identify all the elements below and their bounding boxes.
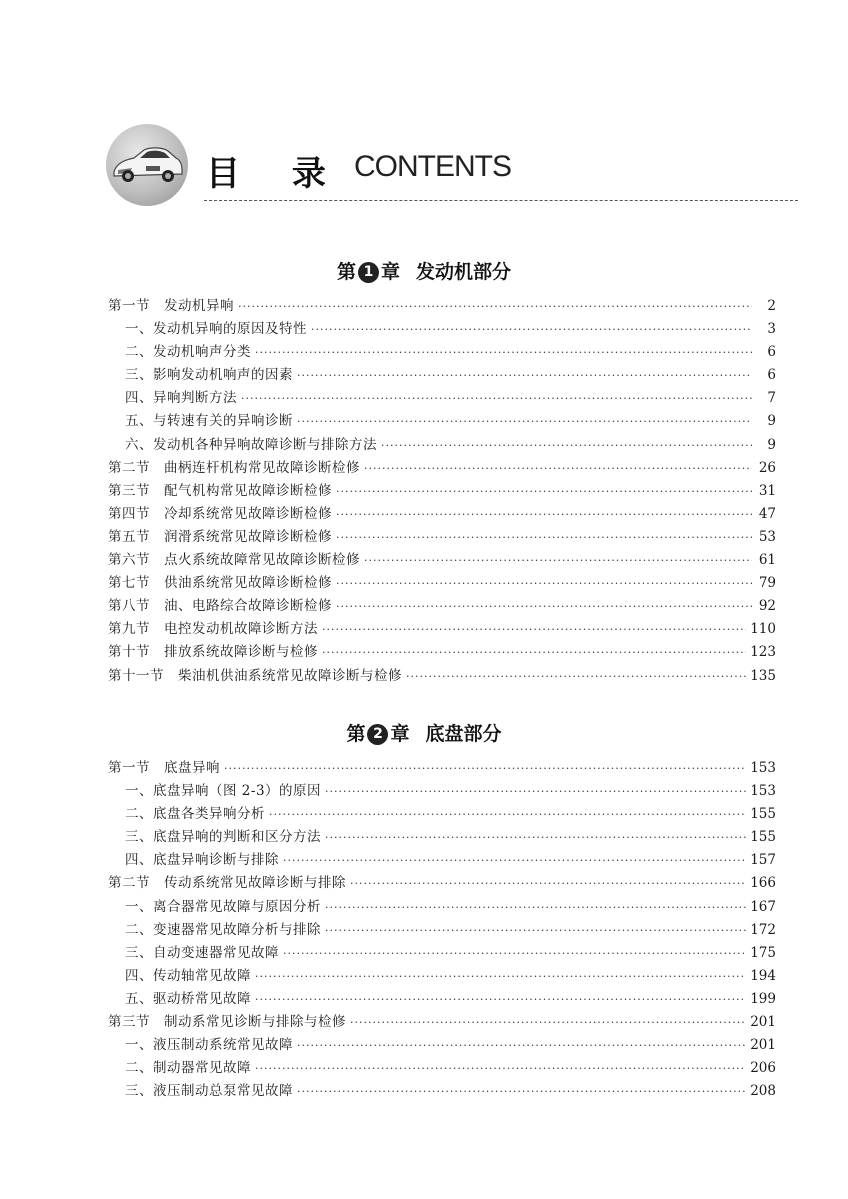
toc-entry-label: 五、与转速有关的异响诊断 xyxy=(125,413,293,430)
toc-entry-label: 第二节 曲柄连杆机构常见故障诊断检修 xyxy=(108,459,360,476)
toc-subentry[interactable] xyxy=(108,317,776,340)
toc-section-entry[interactable] xyxy=(108,1010,776,1033)
toc-list-chapter-2 xyxy=(108,756,776,1102)
dot-leader xyxy=(350,1016,746,1029)
toc-page-number: 9 xyxy=(767,436,776,453)
toc-title-cn: 目 录 xyxy=(206,154,346,194)
toc-page-number: 194 xyxy=(750,967,776,984)
toc-page-number: 175 xyxy=(750,944,776,961)
toc-entry-label: 四、传动轴常见故障 xyxy=(125,967,251,984)
toc-entry-label: 第三节 配气机构常见故障诊断检修 xyxy=(108,482,332,499)
toc-page-number: 166 xyxy=(750,875,776,892)
dot-leader xyxy=(255,1062,746,1075)
dot-leader xyxy=(283,854,746,867)
toc-page-number: 155 xyxy=(750,806,776,823)
toc-section-entry[interactable] xyxy=(108,664,776,687)
toc-entry-label: 第一节 底盘异响 xyxy=(108,760,220,776)
chapter-prefix: 第 xyxy=(336,261,356,283)
toc-subentry[interactable] xyxy=(108,918,776,941)
dot-leader xyxy=(325,785,746,798)
dot-leader xyxy=(322,646,746,659)
dot-leader xyxy=(283,947,746,960)
toc-list-chapter-1 xyxy=(108,294,776,687)
dot-leader xyxy=(325,924,746,937)
toc-page-number: 206 xyxy=(750,1060,776,1077)
toc-header xyxy=(106,122,798,214)
toc-page-number: 201 xyxy=(750,1014,776,1031)
toc-title-en: CONTENTS xyxy=(354,150,511,183)
toc-page-number: 135 xyxy=(750,667,776,684)
chapter-suffix: 章 xyxy=(380,261,400,283)
chapter-suffix: 章 xyxy=(390,723,410,745)
chapter-prefix: 第 xyxy=(346,723,366,745)
toc-entry-label: 三、液压制动总泵常见故障 xyxy=(125,1083,293,1100)
toc-page-number: 53 xyxy=(758,528,776,545)
chapter-number-badge: 2 xyxy=(367,724,388,745)
dot-leader xyxy=(350,877,746,890)
toc-entry-label: 第三节 制动系常见诊断与排除与检修 xyxy=(108,1014,346,1031)
toc-page-number: 2 xyxy=(767,298,776,314)
toc-entry-label: 四、底盘异响诊断与排除 xyxy=(125,852,279,869)
toc-section-entry[interactable] xyxy=(108,871,776,894)
toc-subentry[interactable] xyxy=(108,409,776,432)
toc-subentry[interactable] xyxy=(108,433,776,456)
toc-page-number: 167 xyxy=(750,898,776,915)
dot-leader xyxy=(381,439,752,452)
toc-page-number: 153 xyxy=(750,783,776,800)
toc-subentry[interactable] xyxy=(108,987,776,1010)
toc-subentry[interactable] xyxy=(108,340,776,363)
toc-entry-label: 三、底盘异响的判断和区分方法 xyxy=(125,829,321,846)
dot-leader xyxy=(325,901,746,914)
toc-entry-label: 一、离合器常见故障与原因分析 xyxy=(125,898,321,915)
toc-page-number: 47 xyxy=(758,505,776,522)
toc-entry-label: 第六节 点火系统故障常见故障诊断检修 xyxy=(108,552,360,569)
toc-entry-label: 一、发动机异响的原因及特性 xyxy=(125,321,307,338)
toc-subentry[interactable] xyxy=(108,386,776,409)
toc-page-number: 92 xyxy=(758,598,776,615)
toc-section-entry[interactable] xyxy=(108,502,776,525)
dot-leader xyxy=(297,1085,746,1098)
toc-page-number: 3 xyxy=(767,321,776,338)
dot-leader xyxy=(336,485,752,498)
toc-subentry[interactable] xyxy=(108,1079,776,1102)
toc-entry-label: 二、底盘各类异响分析 xyxy=(125,806,265,823)
toc-section-entry[interactable] xyxy=(108,294,776,317)
dot-leader xyxy=(336,531,752,544)
toc-subentry[interactable] xyxy=(108,895,776,918)
toc-page-number: 201 xyxy=(750,1037,776,1054)
toc-page-number: 61 xyxy=(758,552,776,569)
toc-page-number: 26 xyxy=(758,459,776,476)
chapter-title: 发动机部分 xyxy=(416,261,512,283)
dot-leader xyxy=(336,600,752,613)
toc-entry-label: 二、制动器常见故障 xyxy=(125,1060,251,1077)
toc-subentry[interactable] xyxy=(108,964,776,987)
toc-subentry[interactable] xyxy=(108,941,776,964)
toc-entry-label: 六、发动机各种异响故障诊断与排除方法 xyxy=(125,436,377,453)
dot-leader xyxy=(325,831,746,844)
toc-page-number: 153 xyxy=(750,760,776,776)
dot-leader xyxy=(255,993,746,1006)
toc-page-number: 172 xyxy=(750,921,776,938)
dot-leader xyxy=(336,577,752,590)
toc-entry-label: 二、变速器常见故障分析与排除 xyxy=(125,921,321,938)
header-divider xyxy=(204,200,798,201)
dot-leader xyxy=(406,670,746,683)
toc-subentry[interactable] xyxy=(108,1056,776,1079)
toc-page-number: 123 xyxy=(750,644,776,661)
toc-section-entry[interactable] xyxy=(108,525,776,548)
toc-subentry[interactable] xyxy=(108,1033,776,1056)
toc-page-number: 110 xyxy=(750,621,776,638)
toc-page-number: 31 xyxy=(758,482,776,499)
toc-entry-label: 第二节 传动系统常见故障诊断与排除 xyxy=(108,875,346,892)
dot-leader xyxy=(297,1039,746,1052)
toc-entry-label: 第十一节 柴油机供油系统常见故障诊断与检修 xyxy=(108,667,402,684)
car-icon xyxy=(106,124,188,206)
toc-entry-label: 五、驱动桥常见故障 xyxy=(125,990,251,1007)
toc-entry-label: 三、影响发动机响声的因素 xyxy=(125,367,293,384)
toc-entry-label: 三、自动变速器常见故障 xyxy=(125,944,279,961)
toc-section-entry[interactable] xyxy=(108,756,776,779)
toc-entry-label: 二、发动机响声分类 xyxy=(125,344,251,361)
dot-leader xyxy=(336,508,752,521)
toc-page-number: 157 xyxy=(750,852,776,869)
toc-entry-label: 第一节 发动机异响 xyxy=(108,298,234,314)
dot-leader xyxy=(241,392,752,405)
toc-page-number: 7 xyxy=(767,390,776,407)
chapter-heading-2 xyxy=(0,719,848,746)
toc-section-entry[interactable] xyxy=(108,479,776,502)
toc-entry-label: 第八节 油、电路综合故障诊断检修 xyxy=(108,598,332,615)
dot-leader xyxy=(255,346,752,359)
toc-page-number: 6 xyxy=(767,344,776,361)
dot-leader xyxy=(311,323,752,336)
toc-section-entry[interactable] xyxy=(108,640,776,663)
toc-section-entry[interactable] xyxy=(108,617,776,640)
dot-leader xyxy=(224,762,746,775)
dot-leader xyxy=(297,369,752,382)
toc-page-number: 6 xyxy=(767,367,776,384)
toc-entry-label: 一、液压制动系统常见故障 xyxy=(125,1037,293,1054)
toc-page-number: 79 xyxy=(758,575,776,592)
toc-subentry[interactable] xyxy=(108,825,776,848)
toc-subentry[interactable] xyxy=(108,363,776,386)
chapter-heading-1 xyxy=(0,257,848,284)
toc-subentry[interactable] xyxy=(108,848,776,871)
toc-entry-label: 第十节 排放系统故障诊断与检修 xyxy=(108,644,318,661)
dot-leader xyxy=(255,970,746,983)
chapter-title: 底盘部分 xyxy=(425,723,502,745)
dot-leader xyxy=(269,808,746,821)
toc-entry-label: 第九节 电控发动机故障诊断方法 xyxy=(108,621,318,638)
toc-subentry[interactable] xyxy=(108,802,776,825)
toc-entry-label: 一、底盘异响（图 2-3）的原因 xyxy=(125,783,322,800)
chapter-number-badge: 1 xyxy=(358,262,379,283)
dot-leader xyxy=(297,415,752,428)
toc-section-entry[interactable] xyxy=(108,571,776,594)
dot-leader xyxy=(322,623,746,636)
toc-entry-label: 第四节 冷却系统常见故障诊断检修 xyxy=(108,505,332,522)
dot-leader xyxy=(238,300,752,313)
toc-entry-label: 第七节 供油系统常见故障诊断检修 xyxy=(108,575,332,592)
toc-page-number: 9 xyxy=(767,413,776,430)
toc-section-entry[interactable] xyxy=(108,594,776,617)
toc-page-number: 199 xyxy=(750,990,776,1007)
toc-page-number: 155 xyxy=(750,829,776,846)
toc-section-entry[interactable] xyxy=(108,456,776,479)
toc-entry-label: 第五节 润滑系统常见故障诊断检修 xyxy=(108,528,332,545)
toc-section-entry[interactable] xyxy=(108,548,776,571)
toc-entry-label: 四、异响判断方法 xyxy=(125,390,237,407)
toc-subentry[interactable] xyxy=(108,779,776,802)
dot-leader xyxy=(364,462,752,475)
dot-leader xyxy=(364,554,752,567)
toc-page-number: 208 xyxy=(750,1083,776,1100)
